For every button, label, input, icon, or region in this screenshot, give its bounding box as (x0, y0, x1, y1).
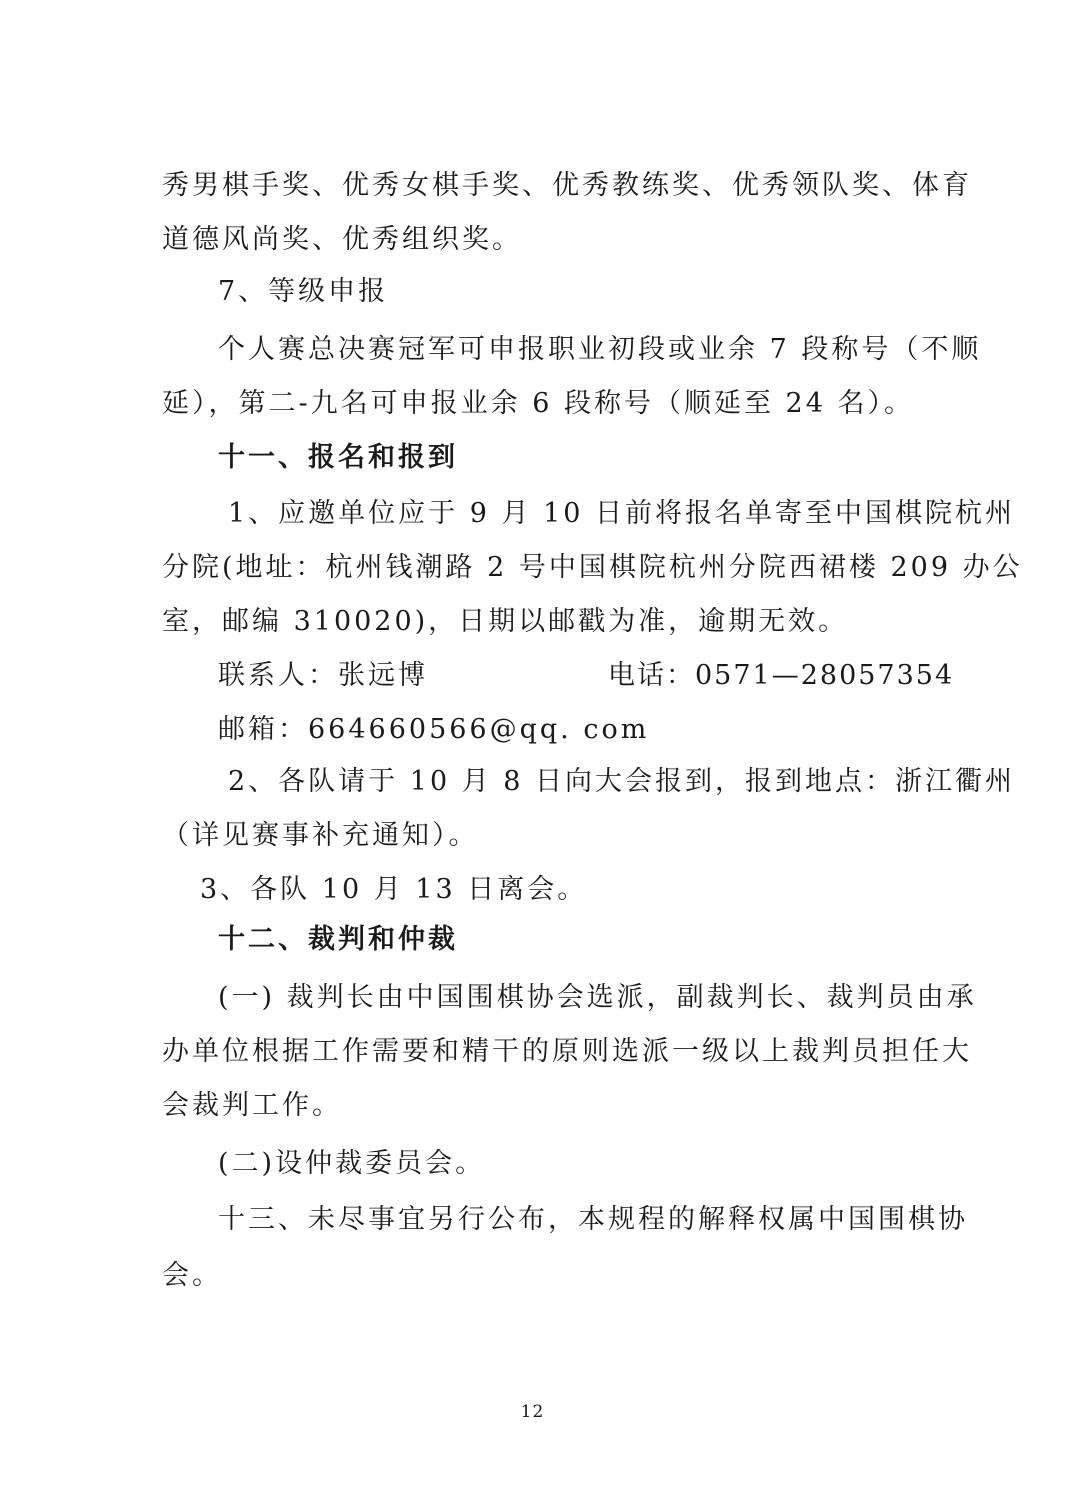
paragraph-line: (二)设仲裁委员会。 (218, 1148, 486, 1179)
paragraph-line: 分院(地址：杭州钱潮路 2 号中国棋院杭州分院西裙楼 209 办公 (162, 552, 1023, 583)
contact-phone: 电话：0571—28057354 (608, 660, 955, 691)
paragraph-line: 1、应邀单位应于 9 月 10 日前将报名单寄至中国棋院杭州 (228, 498, 1016, 529)
paragraph-line: 2、各队请于 10 月 8 日向大会报到，报到地点：浙江衢州 (228, 766, 1016, 797)
paragraph-line: 会裁判工作。 (162, 1090, 342, 1121)
paragraph-line: 3、各队 10 月 13 日离会。 (200, 874, 588, 905)
paragraph-line: (一) 裁判长由中国围棋协会选派，副裁判长、裁判员由承 (218, 982, 977, 1013)
paragraph-line: 室，邮编 310020)，日期以邮戳为准，逾期无效。 (162, 606, 849, 637)
paragraph-line: 道德风尚奖、优秀组织奖。 (162, 224, 522, 255)
paragraph-line: 个人赛总决赛冠军可申报职业初段或业余 7 段称号（不顺 (218, 334, 982, 365)
page-number: 12 (520, 1402, 545, 1422)
paragraph-line: （详见赛事补充通知）。 (162, 820, 479, 851)
paragraph-line: 延），第二-九名可申报业余 6 段称号（顺延至 24 名）。 (162, 388, 914, 419)
subsection-heading: 7、等级申报 (218, 276, 389, 307)
paragraph-line: 会。 (162, 1260, 222, 1291)
paragraph-line: 办单位根据工作需要和精干的原则选派一级以上裁判员担任大 (162, 1036, 972, 1067)
section-heading-registration: 十一、报名和报到 (218, 442, 458, 473)
paragraph-line: 十三、未尽事宜另行公布，本规程的解释权属中国围棋协 (218, 1204, 968, 1235)
section-heading-referees: 十二、裁判和仲裁 (218, 924, 458, 955)
contact-person: 联系人：张远博 (218, 660, 428, 691)
contact-email: 邮箱：664660566@qq. com (218, 714, 650, 745)
paragraph-line: 秀男棋手奖、优秀女棋手奖、优秀教练奖、优秀领队奖、体育 (162, 170, 972, 201)
